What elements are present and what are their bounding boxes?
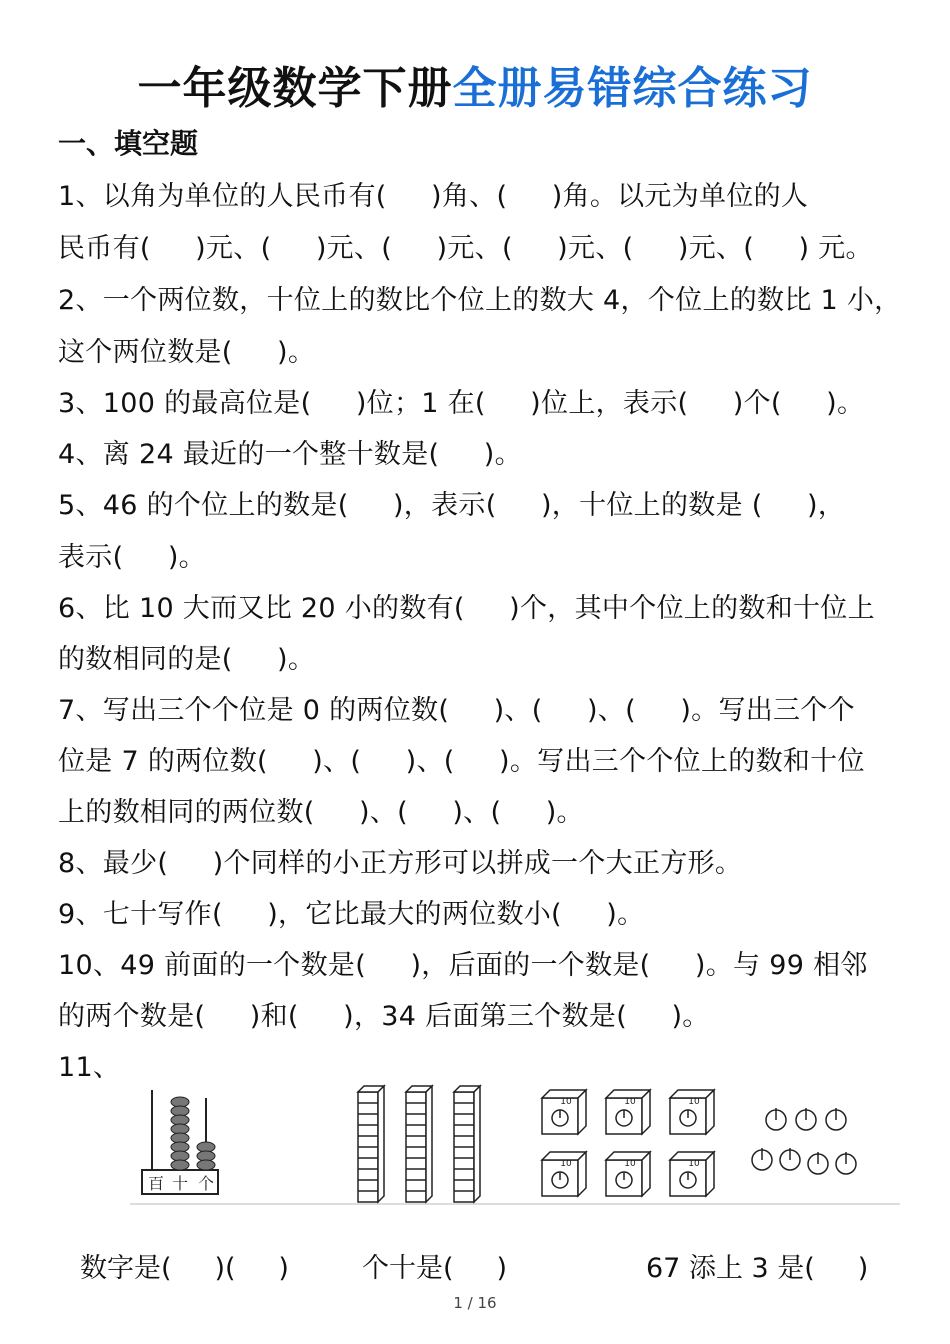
question-line: 的两个数是( )和( )，34 后面第三个数是( )。 xyxy=(58,1001,710,1032)
title-blue: 全册易错综合练习 xyxy=(452,63,813,114)
box-label: 10 xyxy=(688,1159,700,1169)
box-label: 10 xyxy=(560,1159,572,1169)
box-label: 10 xyxy=(624,1159,636,1169)
single-units xyxy=(752,1108,856,1174)
question-line: 这个两位数是( )。 xyxy=(58,337,316,368)
question-line: 3、100 的最高位是( )位；1 在( )位上，表示( )个( )。 xyxy=(58,388,865,419)
counting-figure xyxy=(130,1078,900,1208)
question-line: 10、49 前面的一个数是( )，后面的一个数是( )。与 99 相邻 xyxy=(58,950,868,981)
box-label: 10 xyxy=(560,1097,572,1107)
question-line: 9、七十写作( )，它比最大的两位数小( )。 xyxy=(58,899,645,930)
question-line: 1、以角为单位的人民币有( )角、( )角。以元为单位的人 xyxy=(58,181,809,212)
question-line: 7、写出三个个位是 0 的两位数( )、( )、( )。写出三个个 xyxy=(58,695,855,726)
caption-add-three: 67 添上 3 是( ) xyxy=(646,1253,869,1284)
question-line: 11、 xyxy=(58,1052,121,1083)
question-line: 2、一个两位数，十位上的数比个位上的数大 4，个位上的数比 1 小， xyxy=(58,285,902,316)
abacus-label-ones: 个 xyxy=(197,1174,215,1193)
question-line: 8、最少( )个同样的小正方形可以拼成一个大正方形。 xyxy=(58,848,743,879)
question-line: 5、46 的个位上的数是( )，表示( )，十位上的数是 ( )， xyxy=(58,490,846,521)
question-line: 6、比 10 大而又比 20 小的数有( )个，其中个位上的数和十位上 xyxy=(58,593,875,624)
question-line: 4、离 24 最近的一个整十数是( )。 xyxy=(58,439,522,470)
page-title xyxy=(0,52,950,116)
title-black: 一年级数学下册 xyxy=(137,63,453,114)
question-line: 上的数相同的两位数( )、( )、( )。 xyxy=(58,797,584,828)
abacus-label-tens: 十 xyxy=(171,1174,189,1193)
question-line: 民币有( )元、( )元、( )元、( )元、( )元、( ) 元。 xyxy=(58,233,873,264)
caption-tens: 个十是( ) xyxy=(362,1253,507,1284)
box-label: 10 xyxy=(688,1097,700,1107)
question-line: 位是 7 的两位数( )、( )、( )。写出三个个位上的数和十位 xyxy=(58,746,865,777)
box-label: 10 xyxy=(624,1097,636,1107)
page-number: 1 / 16 xyxy=(453,1294,497,1312)
section-heading: 一、填空题 xyxy=(58,127,199,160)
abacus-label-hundreds: 百 xyxy=(147,1174,165,1193)
abacus-beads-ones xyxy=(197,1142,215,1170)
caption-digits: 数字是( )( ) xyxy=(80,1253,289,1284)
question-line: 表示( )。 xyxy=(58,542,206,573)
question-line: 的数相同的是( )。 xyxy=(58,644,316,675)
ten-rods xyxy=(358,1086,480,1202)
abacus-beads-tens xyxy=(171,1097,189,1170)
